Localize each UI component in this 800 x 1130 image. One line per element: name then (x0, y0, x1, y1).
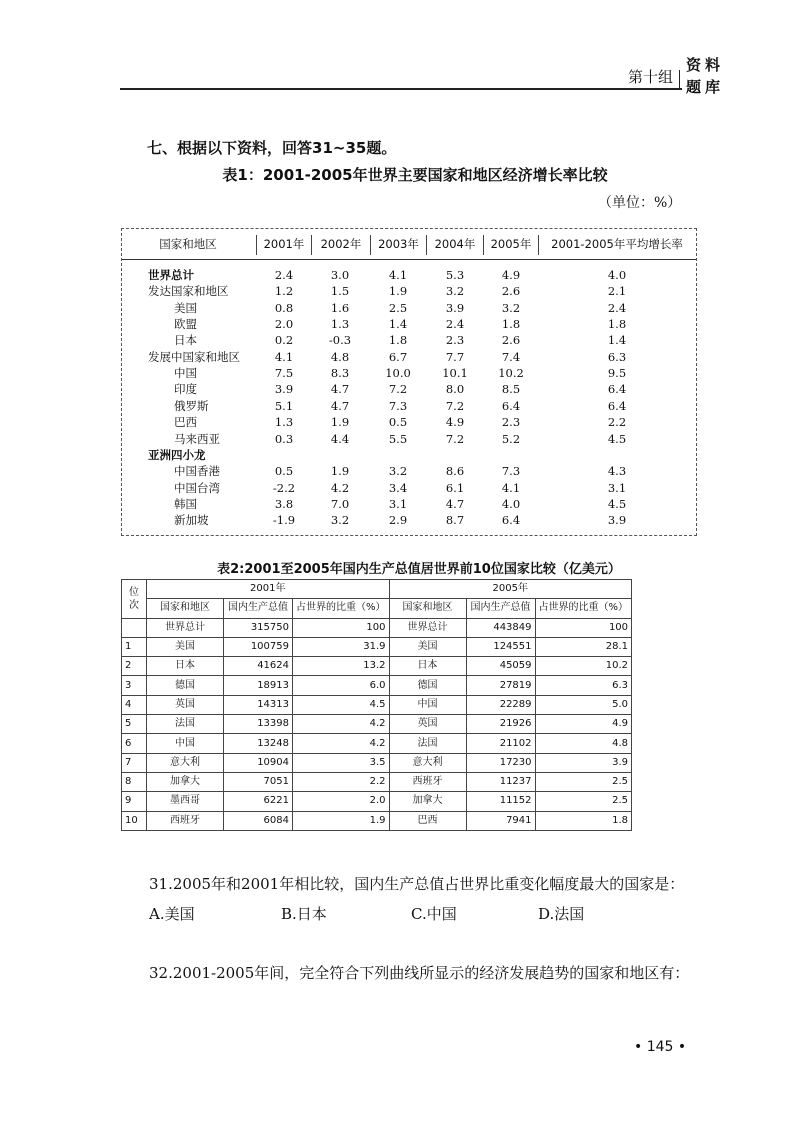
table2-cell-share-b: 4.9 (535, 715, 632, 734)
table1-value: 2.9 (388, 513, 408, 528)
table2-cell-share-a: 13.2 (293, 657, 390, 676)
table1-value: 3.2 (445, 284, 465, 299)
table2-cell-share-b: 5.0 (535, 695, 632, 714)
table1-value: 4.5 (607, 431, 627, 446)
table2-row (122, 734, 632, 753)
table1-value: 10.0 (385, 366, 411, 381)
table1-region-name: 中国台湾 (174, 480, 220, 495)
table2-cell-name-a: 加拿大 (147, 772, 224, 791)
table2-row (122, 772, 632, 791)
table1-value: 8.0 (445, 382, 465, 397)
table2-total-row (122, 618, 632, 637)
table1-region-name: 中国香港 (174, 464, 220, 479)
table1-value: 4.7 (330, 398, 350, 413)
table1-value: 4.7 (330, 382, 350, 397)
table1-value: 3.9 (607, 513, 627, 528)
table2-cell-rank: 1 (122, 637, 147, 656)
table1-value: 1.5 (330, 284, 350, 299)
table2-header-row-years (122, 580, 632, 599)
table1-value: 5.5 (388, 431, 408, 446)
table2-title: 表2:2001至2005年国内生产总值居世界前10位国家比较（亿美元） (217, 562, 621, 577)
table2-cell-gdp-b: 21102 (466, 734, 535, 753)
table2-cell-rank: 6 (122, 734, 147, 753)
table1-header-2003: 2003年 (378, 237, 419, 251)
table1-value: 1.4 (388, 317, 408, 332)
table2-col-gdp-a: 国内生产总值 (224, 599, 293, 618)
table2-rank-header: 位次 (122, 580, 147, 619)
table1-value: 4.9 (445, 415, 465, 430)
table1-value: 2.1 (607, 284, 627, 299)
table1-region-name: 世界总计 (148, 268, 194, 282)
q31-option-d: D.法国 (538, 905, 585, 923)
table1-value: 9.5 (607, 366, 627, 381)
table2-row (122, 637, 632, 656)
table2-row (122, 792, 632, 811)
table2-cell-share-a: 4.2 (293, 734, 390, 753)
table1-value: 2.6 (501, 333, 521, 348)
table2-cell-name-a: 西班牙 (147, 811, 224, 830)
table1-value: 2.2 (607, 415, 627, 430)
table1-row (122, 480, 696, 496)
table2-cell-share-b: 28.1 (535, 637, 632, 656)
table1-value: 8.6 (445, 464, 465, 479)
table2-row (122, 695, 632, 714)
table1-row (122, 381, 696, 397)
header-rule (120, 88, 682, 90)
table2-cell-name-a: 墨西哥 (147, 792, 224, 811)
table2-cell-share-b: 3.9 (535, 753, 632, 772)
table1-value: 7.3 (388, 398, 408, 413)
table2-cell-gdp-a: 7051 (224, 772, 293, 791)
table1-value: 3.4 (388, 480, 408, 495)
table2-cell-name-a: 日本 (147, 657, 224, 676)
table2-cell-gdp-a: 18913 (224, 676, 293, 695)
table1-row (122, 365, 696, 381)
table1-value: 4.1 (501, 480, 521, 495)
table1-value: 0.5 (388, 415, 408, 430)
table1-value: 0.5 (274, 464, 294, 479)
table1-value: 6.4 (501, 398, 521, 413)
table2-cell-share-a: 31.9 (293, 637, 390, 656)
table2-cell-rank: 5 (122, 715, 147, 734)
table2-header-row-columns (122, 599, 632, 618)
table2-cell-gdp-b: 17230 (466, 753, 535, 772)
table2-row (122, 753, 632, 772)
table1-row (122, 512, 696, 528)
table1-value: 8.7 (445, 513, 465, 528)
table2-cell-rank: 4 (122, 695, 147, 714)
table1-value: 6.1 (445, 480, 465, 495)
table1-value: 3.8 (274, 496, 294, 511)
table1-row (122, 332, 696, 348)
table2-cell-gdp-a: 13398 (224, 715, 293, 734)
table1-value: 1.9 (388, 284, 408, 299)
table1-header-2005: 2005年 (490, 237, 532, 251)
table2-cell-gdp-a: 10904 (224, 753, 293, 772)
table1-value: 5.3 (445, 268, 465, 282)
table1-value: 2.0 (274, 317, 294, 332)
table2-cell-name-b: 巴西 (389, 811, 466, 830)
table2-cell-name-a: 中国 (147, 734, 224, 753)
stamp-logo: 资料题库 (686, 56, 725, 96)
table1-row (122, 283, 696, 299)
table2-cell-name-b: 加拿大 (389, 792, 466, 811)
table1-region-name: 印度 (174, 382, 197, 397)
table2-total-rank (122, 618, 147, 637)
table1-value: 7.2 (445, 431, 465, 446)
table2-cell-gdp-b: 27819 (466, 676, 535, 695)
table1-row (122, 267, 696, 283)
table1-value: -0.3 (328, 333, 352, 348)
table1-unit: （单位：%） (598, 195, 682, 211)
table2-cell-name-a: 意大利 (147, 753, 224, 772)
table1-value: 1.3 (330, 317, 350, 332)
table1-value: 10.2 (498, 366, 524, 381)
page-number: • 145 • (634, 1039, 687, 1055)
table1-row (122, 414, 696, 430)
table2-year-b: 2005年 (389, 580, 632, 599)
q31-option-c: C.中国 (411, 905, 457, 923)
table2-cell-gdp-a: 6221 (224, 792, 293, 811)
table1-value: 2.5 (388, 300, 408, 315)
section-title: 七、根据以下资料，回答31~35题。 (147, 139, 397, 157)
table1-value: -2.2 (272, 480, 296, 495)
table2-cell-rank: 8 (122, 772, 147, 791)
table1-value: 4.3 (607, 464, 627, 479)
table1-value: 2.6 (501, 284, 521, 299)
table1-value: 4.0 (501, 496, 521, 511)
table1-value: 3.2 (388, 464, 408, 479)
table2-col-gdp-b: 国内生产总值 (466, 599, 535, 618)
table2-cell-share-b: 1.8 (535, 811, 632, 830)
table1-row (122, 398, 696, 414)
table1-region-name: 发达国家和地区 (148, 284, 229, 299)
table1-value: 1.9 (330, 415, 350, 430)
table1-value: 2.3 (445, 333, 465, 348)
table2-cell-share-b: 6.3 (535, 676, 632, 695)
table1-row (122, 496, 696, 512)
table1-value: 3.9 (445, 300, 465, 315)
table2-cell-share-b: 10.2 (535, 657, 632, 676)
table1-region-name: 马来西亚 (174, 431, 220, 446)
table2-col-share-b: 占世界的比重（%） (535, 599, 632, 618)
table2-cell-share-a: 6.0 (293, 676, 390, 695)
table1-row (122, 463, 696, 479)
table2-cell-gdp-a: 41624 (224, 657, 293, 676)
table1-value: 7.0 (330, 496, 350, 511)
table1-value: 7.5 (274, 366, 294, 381)
table2-cell-share-b: 2.5 (535, 792, 632, 811)
table1-value: 6.4 (607, 382, 627, 397)
table1-region-name: 美国 (174, 300, 197, 315)
table1-region-name: 俄罗斯 (174, 398, 209, 413)
table1-header-row (122, 229, 696, 260)
table2-cell-gdp-b: 11152 (466, 792, 535, 811)
table1-value: 1.8 (607, 317, 627, 332)
table2-cell-gdp-b: 7941 (466, 811, 535, 830)
table2-total-share-b: 100 (535, 618, 632, 637)
table1-value: 3.9 (274, 382, 294, 397)
table1-value: 7.4 (501, 349, 521, 364)
table1-value: 3.1 (388, 496, 408, 511)
table1-header-2001: 2001年 (263, 237, 305, 251)
table2-cell-share-b: 4.8 (535, 734, 632, 753)
table1-value: 4.8 (330, 349, 350, 364)
table2-col-share-a: 占世界的比重（%） (293, 599, 390, 618)
table2-cell-name-b: 西班牙 (389, 772, 466, 791)
table2-row (122, 657, 632, 676)
table1-value: 1.6 (330, 300, 350, 315)
table1-value: 4.5 (607, 496, 627, 511)
table1-value: 5.1 (274, 398, 294, 413)
table1-header-region: 国家和地区 (159, 237, 217, 251)
table1-value: 4.7 (445, 496, 465, 511)
gdp-ranking-table (121, 579, 632, 831)
table2-cell-name-a: 英国 (147, 695, 224, 714)
table1-value: 4.1 (274, 349, 294, 364)
table1-title: 表1：2001-2005年世界主要国家和地区经济增长率比较 (222, 166, 608, 184)
table1-value: 2.4 (445, 317, 465, 332)
table1-value: 1.8 (388, 333, 408, 348)
table1-region-name: 巴西 (174, 415, 197, 430)
table2-cell-share-a: 1.9 (293, 811, 390, 830)
table1-value: 7.7 (445, 349, 465, 364)
table1-region-name: 发展中国家和地区 (148, 349, 240, 364)
question-32: 32.2001-2005年间，完全符合下列曲线所显示的经济发展趋势的国家和地区有： (149, 964, 690, 982)
table1-row (122, 349, 696, 365)
header-divider-tick (679, 70, 680, 90)
table1-value: 7.2 (388, 382, 408, 397)
table1-value: 4.9 (501, 268, 521, 282)
table1-row (122, 431, 696, 447)
table1-row (122, 447, 696, 463)
table2-cell-gdp-a: 6084 (224, 811, 293, 830)
table2-row (122, 676, 632, 695)
table2-cell-gdp-a: 100759 (224, 637, 293, 656)
table2-total-name-b: 世界总计 (389, 618, 466, 637)
table2-row (122, 715, 632, 734)
table1-value: 1.2 (274, 284, 294, 299)
table2-row (122, 811, 632, 830)
table1-value: 0.3 (274, 431, 294, 446)
q31-option-b: B.日本 (281, 905, 327, 923)
q31-option-a: A.美国 (149, 905, 195, 923)
table1-value: 3.1 (607, 480, 627, 495)
table2-cell-gdp-b: 11237 (466, 772, 535, 791)
table1-value: 2.4 (274, 268, 294, 282)
table1-value: 7.3 (501, 464, 521, 479)
table2-total-gdp-a: 315750 (224, 618, 293, 637)
table2-cell-share-a: 2.2 (293, 772, 390, 791)
table2-cell-name-a: 美国 (147, 637, 224, 656)
table1-value: 0.2 (274, 333, 294, 348)
table1-value: 7.2 (445, 398, 465, 413)
table1-value: 4.1 (388, 268, 408, 282)
table1-value: 6.4 (501, 513, 521, 528)
table2-cell-name-b: 德国 (389, 676, 466, 695)
table2-cell-name-b: 意大利 (389, 753, 466, 772)
table2-cell-share-a: 3.5 (293, 753, 390, 772)
table1-row (122, 300, 696, 316)
table2-cell-gdp-b: 124551 (466, 637, 535, 656)
table2-cell-name-a: 法国 (147, 715, 224, 734)
table1-value: 5.2 (501, 431, 521, 446)
table1-value: 4.4 (330, 431, 350, 446)
table2-cell-gdp-b: 21926 (466, 715, 535, 734)
table2-year-a: 2001年 (147, 580, 390, 599)
table1-value: 0.8 (274, 300, 294, 315)
table1-value: 4.2 (330, 480, 350, 495)
table1-row (122, 316, 696, 332)
table1-region-name: 亚洲四小龙 (148, 447, 206, 462)
table2-cell-gdp-a: 13248 (224, 734, 293, 753)
table1-value: 1.4 (607, 333, 627, 348)
table1-value: 1.9 (330, 464, 350, 479)
chapter-label: 第十组 (628, 68, 674, 86)
table1-region-name: 中国 (174, 366, 197, 381)
table1-value: 2.4 (607, 300, 627, 315)
table1-value: 8.3 (330, 366, 350, 381)
table2-cell-rank: 7 (122, 753, 147, 772)
table1-value: 3.2 (501, 300, 521, 315)
table1-value: 3.0 (330, 268, 350, 282)
table2-cell-rank: 2 (122, 657, 147, 676)
table2-cell-name-b: 美国 (389, 637, 466, 656)
table2-cell-gdp-b: 22289 (466, 695, 535, 714)
table1-value: -1.9 (272, 513, 296, 528)
table1-value: 4.0 (607, 268, 627, 282)
table1-value: 3.2 (330, 513, 350, 528)
table2-cell-share-b: 2.5 (535, 772, 632, 791)
table1-header-average: 2001-2005年平均增长率 (551, 237, 683, 251)
table2-cell-rank: 3 (122, 676, 147, 695)
table1-value: 6.4 (607, 398, 627, 413)
table2-cell-gdp-a: 14313 (224, 695, 293, 714)
table2-cell-name-b: 英国 (389, 715, 466, 734)
table2-cell-share-a: 4.5 (293, 695, 390, 714)
table1-region-name: 欧盟 (174, 317, 197, 332)
table2-cell-name-b: 日本 (389, 657, 466, 676)
table1-value: 10.1 (442, 366, 468, 381)
table1-header-2002: 2002年 (320, 237, 362, 251)
table1-value: 2.3 (501, 415, 521, 430)
table2-total-gdp-b: 443849 (466, 618, 535, 637)
table1-region-name: 韩国 (174, 496, 197, 511)
table2-total-name-a: 世界总计 (147, 618, 224, 637)
table2-total-share-a: 100 (293, 618, 390, 637)
table1-value: 6.7 (388, 349, 408, 364)
table2-cell-gdp-b: 45059 (466, 657, 535, 676)
table1-header-2004: 2004年 (434, 237, 476, 251)
table2-cell-share-a: 4.2 (293, 715, 390, 734)
table2-cell-rank: 10 (122, 811, 147, 830)
table1-value: 1.8 (501, 317, 521, 332)
question-31: 31.2005年和2001年相比较，国内生产总值占世界比重变化幅度最大的国家是： (149, 875, 685, 893)
table2-cell-share-a: 2.0 (293, 792, 390, 811)
table2-col-region-b: 国家和地区 (389, 599, 466, 618)
table1-value: 6.3 (607, 349, 627, 364)
table2-cell-rank: 9 (122, 792, 147, 811)
table2-cell-name-a: 德国 (147, 676, 224, 695)
table1-region-name: 日本 (174, 333, 197, 348)
table1-value: 1.3 (274, 415, 294, 430)
table2-cell-name-b: 中国 (389, 695, 466, 714)
table1-region-name: 新加坡 (174, 513, 209, 528)
table2-col-region-a: 国家和地区 (147, 599, 224, 618)
table2-cell-name-b: 法国 (389, 734, 466, 753)
growth-rate-table (121, 228, 697, 536)
table1-value: 8.5 (501, 382, 521, 397)
